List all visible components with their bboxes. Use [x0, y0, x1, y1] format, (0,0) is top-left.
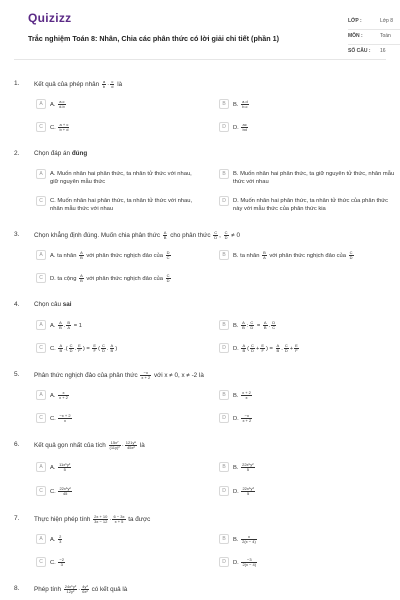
- option-letter-box: A: [36, 169, 46, 179]
- option-letter-box: D: [219, 122, 229, 132]
- option-letter-box: B: [219, 99, 229, 109]
- question-text: Chọn câu sai: [34, 301, 72, 308]
- question-7: [14, 515, 390, 575]
- option-letter-box: D: [219, 486, 229, 496]
- fraction: $\frac{c}{d}$: [111, 79, 114, 89]
- option-letter-box: B: [219, 462, 229, 472]
- answer-option-d[interactable]: D D. $\frac{-3}{2(x - 4)}$: [219, 558, 399, 567]
- option-letter-box: A: [36, 390, 46, 400]
- option-letter-box: A: [36, 99, 46, 109]
- answer-option-b[interactable]: B B. $\frac{x}{2(x - 4)}$: [219, 535, 399, 544]
- fraction: $\frac{a}{b}$: [102, 79, 106, 89]
- option-letter-box: D: [219, 413, 229, 423]
- question-text: Chọn khẳng định đúng. Muốn chia phân thức $\frac{A}{B}$ cho phân thức $\frac{C}{D}$ , $\frac{C}{D}$ ≠ 0: [34, 230, 240, 240]
- answer-option-b[interactable]: B B. $\frac{A}{B}$ : $\frac{C}{D}$ = $\frac{A}{B}$ . $\frac{D}{C}$: [219, 321, 399, 330]
- option-letter-box: A: [36, 534, 46, 544]
- option-letter-box: C: [36, 273, 46, 283]
- question-number: 4.: [14, 301, 20, 308]
- option-letter-box: B: [219, 534, 229, 544]
- question-text: Phân thức nghịch đảo của phân thức $\frac{-x}{x + 2}$ với x ≠ 0, x ≠ -2 là: [34, 370, 204, 380]
- answer-option-d[interactable]: D D. $\frac{ac}{bd}$: [219, 123, 399, 132]
- answer-option-b[interactable]: B B. ta nhân $\frac{B}{A}$ với phân thức nghịch đảo của $\frac{C}{D}$: [219, 251, 399, 260]
- question-6: [14, 441, 390, 505]
- brand-logo: Quizizz: [28, 11, 72, 25]
- question-3: [14, 231, 390, 293]
- question-number: 6.: [14, 441, 20, 448]
- option-letter-box: C: [36, 343, 46, 353]
- option-letter-box: D: [219, 557, 229, 567]
- answer-option-d[interactable]: D D. $\frac{-x}{x + 2}$: [219, 414, 399, 423]
- question-text: Kết quả gọn nhất của tích $\frac{\text{15x⁷}}{\text{(11y)²}}$ · $\frac{\text{121y⁵}}{\text{45x²}}$ là: [34, 440, 145, 450]
- question-number: 3.: [14, 231, 20, 238]
- answer-option-a[interactable]: A A. $\frac{A}{B}$ . $\frac{B}{A}$ = 1: [36, 321, 201, 330]
- answer-option-b[interactable]: B B. $\frac{a.d}{b.c}$: [219, 100, 399, 109]
- answer-option-a[interactable]: A A. $\frac{2}{3}$: [36, 535, 201, 544]
- question-number: 8.: [14, 585, 20, 592]
- class-label: LỚP :: [348, 18, 362, 24]
- question-number: 7.: [14, 515, 20, 522]
- answer-option-a[interactable]: A A. $\frac{a.c}{d.b}$: [36, 100, 201, 109]
- option-letter-box: D: [219, 196, 229, 206]
- answer-option-b[interactable]: B B. $\frac{\text{22x⁵y²}}{5}$: [219, 463, 399, 472]
- question-text: Thực hiện phép tính $\frac{2x + 10}{3x - 12}$ · $\frac{6 - 3x}{x + 5}$ ta được: [34, 514, 151, 524]
- question-number: 2.: [14, 150, 20, 157]
- answer-option-b[interactable]: B B. $\frac{x + 2}{x}$: [219, 391, 399, 400]
- question-4: [14, 301, 390, 361]
- option-letter-box: A: [36, 250, 46, 260]
- answer-option-d[interactable]: D D. Muốn nhân hai phân thức, ta nhân tử thức của phân thức này với mẫu thức của phân thức kia: [219, 197, 399, 213]
- question-2: [14, 150, 395, 220]
- subject-label: MÔN :: [348, 33, 363, 39]
- answer-option-a[interactable]: A A. $\frac{x}{x + 2}$: [36, 391, 201, 400]
- option-letter-box: B: [219, 390, 229, 400]
- meta-panel: [348, 15, 400, 60]
- question-1: [14, 80, 390, 140]
- answer-option-c[interactable]: C C. Muốn nhân hai phân thức, ta nhân tử thức với nhau, nhân mẫu thức với nhau: [36, 197, 201, 213]
- option-letter-box: B: [219, 320, 229, 330]
- class-value: Lớp 8: [380, 18, 394, 24]
- answer-option-a[interactable]: A A. ta nhân $\frac{A}{B}$ với phân thức nghịch đảo của $\frac{D}{C}$: [36, 251, 201, 260]
- meta-subject-row: [348, 30, 400, 45]
- count-label: SỐ CÂU :: [348, 48, 371, 54]
- answer-option-c[interactable]: C C. $\frac{A}{B}$ .( $\frac{C}{D}$ . $\frac{E}{F}$ ) = $\frac{E}{F}$ ( $\frac{C}{D}$ . $\frac{A}{B}$ ): [36, 344, 201, 353]
- option-letter-box: C: [36, 557, 46, 567]
- page-title: Trắc nghiệm Toán 8: Nhân, Chia các phân thức có lời giải chi tiết (phần 1): [28, 34, 279, 43]
- question-8: [14, 585, 390, 599]
- question-5: [14, 371, 390, 431]
- option-letter-box: B: [219, 169, 229, 179]
- answer-option-a[interactable]: A A. Muốn nhân hai phân thức, ta nhân tử thức với nhau, giữ nguyên mẫu thức: [36, 170, 201, 186]
- option-letter-box: C: [36, 413, 46, 423]
- option-letter-box: A: [36, 320, 46, 330]
- question-text: Kết quả của phép nhân $\frac{a}{b}$ · $\frac{c}{d}$ là: [34, 79, 123, 89]
- option-letter-box: C: [36, 486, 46, 496]
- answer-option-d[interactable]: D D. $\frac{\text{22x⁵y³}}{5}$: [219, 487, 399, 496]
- option-letter-box: C: [36, 196, 46, 206]
- worksheet-header: [14, 0, 394, 60]
- answer-option-c[interactable]: C C. $\frac{a + c}{b + d}$: [36, 123, 201, 132]
- answer-option-d[interactable]: C D. ta cộng $\frac{A}{B}$ với phân thức nghịch đảo của $\frac{C}{D}$: [36, 274, 201, 283]
- meta-class-row: [348, 15, 400, 30]
- answer-option-b[interactable]: B B. Muốn nhân hai phân thức, ta giữ nguyên tử thức, nhân mẫu thức với nhau: [219, 170, 399, 186]
- answer-option-d[interactable]: D D. $\frac{A}{B}$ ( $\frac{C}{D}$ + $\frac{E}{F}$ ) = $\frac{A}{B}$ . $\frac{C}{D}$ + $\frac{E}{F}$: [219, 344, 399, 353]
- meta-count-row: [348, 45, 400, 60]
- question-number: 1.: [14, 80, 20, 87]
- option-letter-box: A: [36, 462, 46, 472]
- answer-option-c[interactable]: C C. $\frac{\text{22x⁵y²}}{45}$: [36, 487, 201, 496]
- subject-value: Toán: [380, 33, 391, 39]
- question-text: Phép tính $\frac{\text{24x⁵y²}}{\text{12y²}}$ · $\frac{\text{4y³}}{\text{6x²}}$ có kết quả là: [34, 584, 128, 594]
- option-letter-box: B: [219, 250, 229, 260]
- option-letter-box: C: [36, 122, 46, 132]
- question-number: 5.: [14, 371, 20, 378]
- answer-option-c[interactable]: C C. $\frac{-x + 2}{x}$: [36, 414, 201, 423]
- option-letter-box: D: [219, 343, 229, 353]
- answer-option-c[interactable]: C C. $\frac{-2}{3}$: [36, 558, 201, 567]
- answer-option-a[interactable]: A A. $\frac{\text{11x⁵y²}}{5}$: [36, 463, 201, 472]
- question-text: Chọn đáp án đúng: [34, 150, 88, 157]
- count-value: 16: [380, 48, 386, 54]
